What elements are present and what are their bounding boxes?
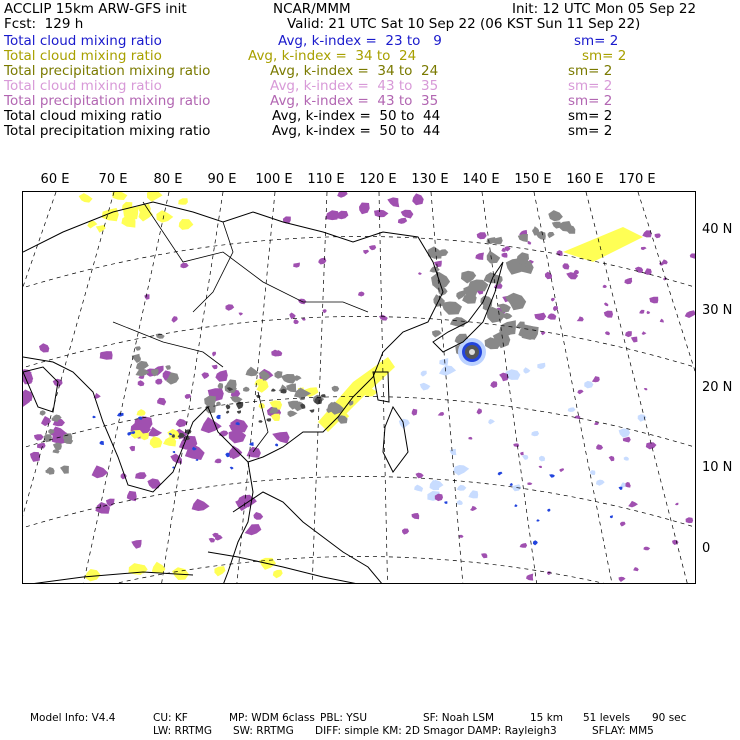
precip-patch xyxy=(577,316,584,321)
cloud-patch-light xyxy=(522,455,528,460)
map-canvas xyxy=(23,192,696,584)
cloud-patch-light xyxy=(590,470,596,475)
cloud-speck-blue xyxy=(230,467,234,470)
lon-label: 90 E xyxy=(207,172,237,187)
precip-patch xyxy=(39,343,49,352)
precip-patch xyxy=(547,313,556,319)
precip-patch xyxy=(672,540,679,545)
cloud-speck-blue xyxy=(225,453,229,458)
precip-patch xyxy=(603,285,607,288)
cloud-speck-blue xyxy=(498,472,503,476)
cloud-patch-light xyxy=(523,367,530,373)
precip-patch xyxy=(619,577,626,582)
coastline xyxy=(208,552,363,584)
field-sm: sm= 2 xyxy=(568,93,613,109)
cloud-patch-light xyxy=(584,381,593,389)
cloud-patch-yellow xyxy=(273,570,283,578)
precip-patch xyxy=(247,447,261,458)
cloud-speck-blue xyxy=(216,415,220,419)
field-name: Total precipitation mixing ratio xyxy=(4,63,211,79)
precip-patch xyxy=(609,456,615,461)
latitude-line xyxy=(23,557,696,585)
precip-patch xyxy=(359,203,370,215)
cloud-patch-gray xyxy=(432,330,442,337)
field-name: Total precipitation mixing ratio xyxy=(4,123,211,139)
field-name: Total cloud mixing ratio xyxy=(4,33,162,49)
field-avg: Avg, k-index = 34 to 24 xyxy=(248,48,417,64)
lon-label: 120 E xyxy=(359,172,397,187)
precip-patch xyxy=(528,241,532,245)
precip-patch xyxy=(379,315,388,321)
precip-patch xyxy=(557,250,563,256)
field-name: Total cloud mixing ratio xyxy=(4,48,162,64)
precip-patch xyxy=(337,192,348,198)
cloud-speck-blue xyxy=(619,487,623,490)
field-avg: Avg, k-index = 43 to 35 xyxy=(270,93,439,109)
cloud-patch-gray xyxy=(431,272,450,291)
cloud-patch-yellow xyxy=(137,409,146,416)
precip-patch xyxy=(633,567,639,571)
cloud-patch-gray xyxy=(60,466,69,474)
precip-patch xyxy=(643,547,650,551)
footer-item: SW: RRTMG xyxy=(233,725,294,737)
cloud-patch-yellow xyxy=(156,210,173,222)
precip-patch xyxy=(416,473,424,479)
precip-patch xyxy=(468,437,472,440)
cloud-speck-blue xyxy=(610,515,613,518)
coastline xyxy=(233,492,383,584)
coastline xyxy=(223,462,253,584)
field-sm: sm= 2 xyxy=(568,78,613,94)
cloud-patch-gray xyxy=(332,386,340,392)
cloud-patch-gray xyxy=(288,411,298,418)
cloud-core-dark xyxy=(309,409,314,413)
cloud-patch-light xyxy=(420,383,431,391)
field-avg: Avg, k-index = 34 to 24 xyxy=(270,63,439,79)
lon-label: 140 E xyxy=(462,172,500,187)
longitude-line xyxy=(161,192,223,584)
precip-patch xyxy=(513,443,519,447)
footer-item: SFLAY: MM5 xyxy=(592,725,654,737)
cloud-patch-gray xyxy=(441,302,462,315)
latitude-line xyxy=(23,317,696,375)
precip-patch xyxy=(434,261,442,268)
precip-patch xyxy=(144,294,149,299)
precip-patch xyxy=(659,262,664,266)
precip-patch xyxy=(502,253,508,258)
cloud-patch-gray xyxy=(487,251,501,264)
cloud-patch-gray xyxy=(135,346,141,351)
precip-patch xyxy=(209,538,216,543)
precip-patch xyxy=(545,272,552,280)
cloud-speck-blue xyxy=(510,483,513,486)
lon-label: 130 E xyxy=(411,172,449,187)
precip-patch xyxy=(499,373,508,382)
lat-label: 20 N xyxy=(702,380,733,395)
lat-label: 30 N xyxy=(702,303,733,318)
cloud-speck-blue xyxy=(173,451,176,453)
cloud-patch-light xyxy=(568,407,576,412)
precip-patch xyxy=(596,444,603,450)
cloud-patch-gray xyxy=(230,396,243,402)
cloud-patch-gray xyxy=(281,374,297,384)
precip-patch xyxy=(690,253,696,258)
country-border xyxy=(113,322,223,367)
cloud-patch-gray xyxy=(548,232,555,238)
precip-patch xyxy=(363,250,369,254)
field-sm: sm= 2 xyxy=(568,123,613,139)
cloud-speck-blue xyxy=(533,540,538,545)
field-name: Total precipitation mixing ratio xyxy=(4,93,211,109)
cloud-patch-gray xyxy=(165,365,171,370)
cloud-patch-gray xyxy=(548,210,563,221)
precip-patch xyxy=(176,419,188,428)
precip-patch xyxy=(157,398,166,406)
precip-patch xyxy=(127,491,137,501)
cloud-patch-light xyxy=(624,457,629,461)
init-time: Init: 12 UTC Mon 05 Sep 22 xyxy=(512,1,697,17)
precip-patch xyxy=(293,263,300,268)
cloud-patch-light xyxy=(488,419,495,425)
precip-patch xyxy=(212,365,218,370)
cloud-patch-gray xyxy=(216,402,221,406)
cloud-patch-light xyxy=(453,465,469,476)
precip-patch xyxy=(686,517,694,523)
precip-patch xyxy=(212,352,216,357)
forecast-hour: Fcst: 129 h xyxy=(4,16,84,32)
cloud-patch-gray xyxy=(559,221,572,232)
precip-patch xyxy=(201,417,222,433)
precip-patch xyxy=(201,372,209,379)
cloud-patch-yellow xyxy=(214,566,225,576)
precip-patch xyxy=(620,522,626,527)
cloud-patch-light xyxy=(450,449,457,455)
lon-label: 170 E xyxy=(618,172,656,187)
precip-patch xyxy=(438,412,445,416)
lon-label: 60 E xyxy=(40,172,70,187)
cloud-patch-light xyxy=(619,429,631,438)
precip-patch xyxy=(647,311,651,314)
precip-patch xyxy=(639,310,644,314)
footer-item: DIFF: simple KM: 2D Smagor DAMP: Rayleigh3 xyxy=(315,725,557,737)
cloud-speck-blue xyxy=(249,442,253,446)
precip-patch xyxy=(402,529,409,535)
lon-label: 150 E xyxy=(514,172,552,187)
precip-patch xyxy=(655,233,661,238)
precip-patch xyxy=(635,267,643,273)
model-title: ACCLIP 15km ARW-GFS init xyxy=(4,1,187,17)
longitude-line xyxy=(379,192,388,584)
precip-patch xyxy=(325,210,338,220)
precip-patch xyxy=(226,304,235,311)
cloud-speck-blue xyxy=(549,474,555,478)
cloud-patch-light xyxy=(539,456,545,462)
precip-patch xyxy=(34,434,44,440)
precip-patch xyxy=(171,316,177,323)
precip-patch xyxy=(577,390,583,395)
cloud-patch-gray xyxy=(274,371,282,379)
field-avg: Avg, k-index = 50 to 44 xyxy=(272,108,441,124)
cloud-patch-light xyxy=(421,371,427,377)
cloud-core-dark xyxy=(259,420,263,423)
precip-patch xyxy=(644,388,648,390)
cloud-patch-light xyxy=(439,358,448,365)
precip-patch xyxy=(37,443,46,449)
field-name: Total cloud mixing ratio xyxy=(4,78,162,94)
precip-patch xyxy=(660,319,664,323)
precip-patch xyxy=(294,319,299,324)
precip-patch xyxy=(642,331,647,335)
cloud-patch-light xyxy=(439,365,456,375)
lon-label: 70 E xyxy=(98,172,128,187)
precip-patch xyxy=(138,380,145,386)
cloud-patch-gray xyxy=(518,234,528,242)
precip-patch xyxy=(192,499,210,511)
precip-patch xyxy=(412,409,418,416)
precip-patch xyxy=(374,210,389,218)
cloud-patch-yellow xyxy=(147,192,163,202)
precip-patch xyxy=(477,408,483,414)
precip-patch xyxy=(520,543,528,548)
precip-patch xyxy=(631,337,638,343)
field-sm: sm= 2 xyxy=(582,48,627,64)
cloud-core-dark xyxy=(237,410,241,413)
cloud-patch-yellow xyxy=(79,193,93,203)
footer-item: Model Info: V4.4 xyxy=(30,712,116,724)
cloud-patch-light xyxy=(638,414,647,422)
center-label: NCAR/MMM xyxy=(273,1,351,17)
cloud-patch-light xyxy=(468,490,478,498)
cloud-patch-yellow xyxy=(102,208,119,221)
precip-patch xyxy=(135,472,147,479)
lon-label: 160 E xyxy=(566,172,604,187)
precip-patch xyxy=(604,302,609,306)
precip-patch xyxy=(527,482,532,485)
field-sm: sm= 2 xyxy=(568,108,613,124)
precip-patch xyxy=(628,501,638,508)
cloud-patch-gray xyxy=(246,367,259,377)
cloud-patch-gray xyxy=(286,384,296,393)
cloud-patch-yellow xyxy=(112,192,127,200)
cloud-patch-light xyxy=(414,485,423,492)
cloud-speck-blue xyxy=(547,509,550,512)
lon-label: 110 E xyxy=(307,172,345,187)
precip-patch xyxy=(180,263,188,268)
precip-patch xyxy=(604,311,613,318)
cloud-patch-gray xyxy=(218,383,223,389)
footer-item: SF: Noah LSM xyxy=(423,712,495,724)
precip-patch xyxy=(534,313,546,321)
precip-patch xyxy=(369,245,376,250)
map-panel xyxy=(22,191,696,584)
precip-patch xyxy=(131,540,141,549)
cloud-patch-yellow xyxy=(179,219,194,230)
cloud-patch-yellow xyxy=(178,198,188,205)
precip-patch xyxy=(147,478,160,488)
precip-patch xyxy=(563,263,570,269)
valid-time: Valid: 21 UTC Sat 10 Sep 22 (06 KST Sun 11 Sep 22) xyxy=(287,16,641,32)
precip-patch xyxy=(641,247,647,250)
field-sm: sm= 2 xyxy=(568,63,613,79)
precip-patch xyxy=(526,574,533,581)
cloud-speck-blue xyxy=(536,519,539,521)
longitude-line xyxy=(638,192,696,584)
precip-patch xyxy=(475,253,484,260)
field-avg: Avg, k-index = 23 to 9 xyxy=(278,33,442,49)
precip-patch xyxy=(272,432,289,444)
footer-item: PBL: YSU xyxy=(320,712,368,724)
cloud-patch-yellow xyxy=(150,436,163,448)
cloud-patch-light xyxy=(596,480,605,486)
lon-label: 100 E xyxy=(255,172,293,187)
field-name: Total cloud mixing ratio xyxy=(4,108,162,124)
cloud-speck-blue xyxy=(100,441,104,445)
precip-patch xyxy=(625,331,632,337)
precip-patch xyxy=(644,268,652,275)
footer-item: LW: RRTMG xyxy=(153,725,212,737)
cloud-speck-blue xyxy=(93,416,96,419)
cloud-patch-light xyxy=(537,363,545,369)
precip-patch xyxy=(520,452,524,456)
lat-label: 0 xyxy=(702,541,711,556)
footer-item: 90 sec xyxy=(652,712,687,724)
cloud-core-dark xyxy=(226,404,231,409)
precip-patch xyxy=(401,210,414,219)
field-avg: Avg, k-index = 43 to 35 xyxy=(270,78,439,94)
precip-patch xyxy=(649,297,658,304)
cloud-core-dark xyxy=(271,388,276,391)
cloud-speck-blue xyxy=(127,432,131,436)
longitude-line xyxy=(482,192,537,584)
precip-patch xyxy=(539,466,542,468)
longitude-line xyxy=(23,192,114,584)
lat-label: 40 N xyxy=(702,222,733,237)
cloud-core-dark xyxy=(226,411,229,414)
precip-patch xyxy=(155,379,162,385)
cloud-patch-light xyxy=(457,485,467,491)
lon-label: 80 E xyxy=(153,172,183,187)
precip-patch xyxy=(412,193,424,205)
precip-patch xyxy=(214,459,221,464)
coastline xyxy=(383,407,408,472)
cloud-patch-light xyxy=(457,500,463,505)
precip-patch xyxy=(418,272,422,275)
cloud-patch-gray xyxy=(480,296,492,307)
precip-patch xyxy=(358,292,365,297)
footer-item: 15 km xyxy=(530,712,564,724)
precip-patch xyxy=(398,218,407,224)
precip-patch xyxy=(41,416,51,426)
precip-patch xyxy=(470,506,477,511)
footer-item: 51 levels xyxy=(583,712,631,724)
latitude-line xyxy=(23,477,696,535)
precip-patch xyxy=(245,524,262,535)
precip-patch xyxy=(675,503,678,506)
precip-patch xyxy=(477,232,487,239)
precip-patch xyxy=(592,376,600,382)
footer-item: MP: WDM 6class xyxy=(229,712,315,724)
precip-patch xyxy=(129,446,135,451)
cloud-patch-light xyxy=(531,431,539,436)
precip-patch xyxy=(387,197,399,207)
precip-patch xyxy=(92,465,109,478)
cloud-patch-gray xyxy=(552,222,561,229)
precip-patch xyxy=(481,553,487,558)
precip-patch xyxy=(685,310,696,318)
precip-patch xyxy=(253,512,263,520)
precip-patch xyxy=(323,309,327,313)
coastline xyxy=(23,572,193,584)
precip-patch xyxy=(623,437,631,443)
cloud-core-dark xyxy=(256,395,261,398)
precip-patch xyxy=(560,468,565,472)
country-border xyxy=(193,222,233,312)
lat-label: 10 N xyxy=(702,460,733,475)
footer-item: CU: KF xyxy=(153,712,188,724)
cloud-patch-yellow xyxy=(85,569,101,581)
cloud-speck-blue xyxy=(444,501,447,504)
precip-patch xyxy=(30,452,40,462)
longitude-line xyxy=(83,192,169,584)
cloud-core-dark xyxy=(267,418,272,421)
precip-patch xyxy=(318,258,326,265)
precip-patch xyxy=(551,298,555,302)
precip-patch xyxy=(239,313,244,316)
cloud-patch-gray xyxy=(450,317,467,327)
latitude-line xyxy=(23,397,696,455)
precip-patch xyxy=(490,381,497,388)
field-avg: Avg, k-index = 50 to 44 xyxy=(272,123,441,139)
cloud-patch-gray xyxy=(40,410,46,416)
longitude-line xyxy=(23,192,56,584)
cloud-speck-blue xyxy=(514,504,517,507)
typhoon-eye xyxy=(469,349,475,355)
cloud-speck-blue xyxy=(275,444,278,447)
cloud-patch-gray xyxy=(47,467,55,475)
precip-patch xyxy=(412,513,420,519)
cloud-patch-gray xyxy=(243,387,250,392)
precip-patch xyxy=(215,370,227,382)
precip-patch xyxy=(605,331,610,335)
field-sm: sm= 2 xyxy=(574,33,619,49)
